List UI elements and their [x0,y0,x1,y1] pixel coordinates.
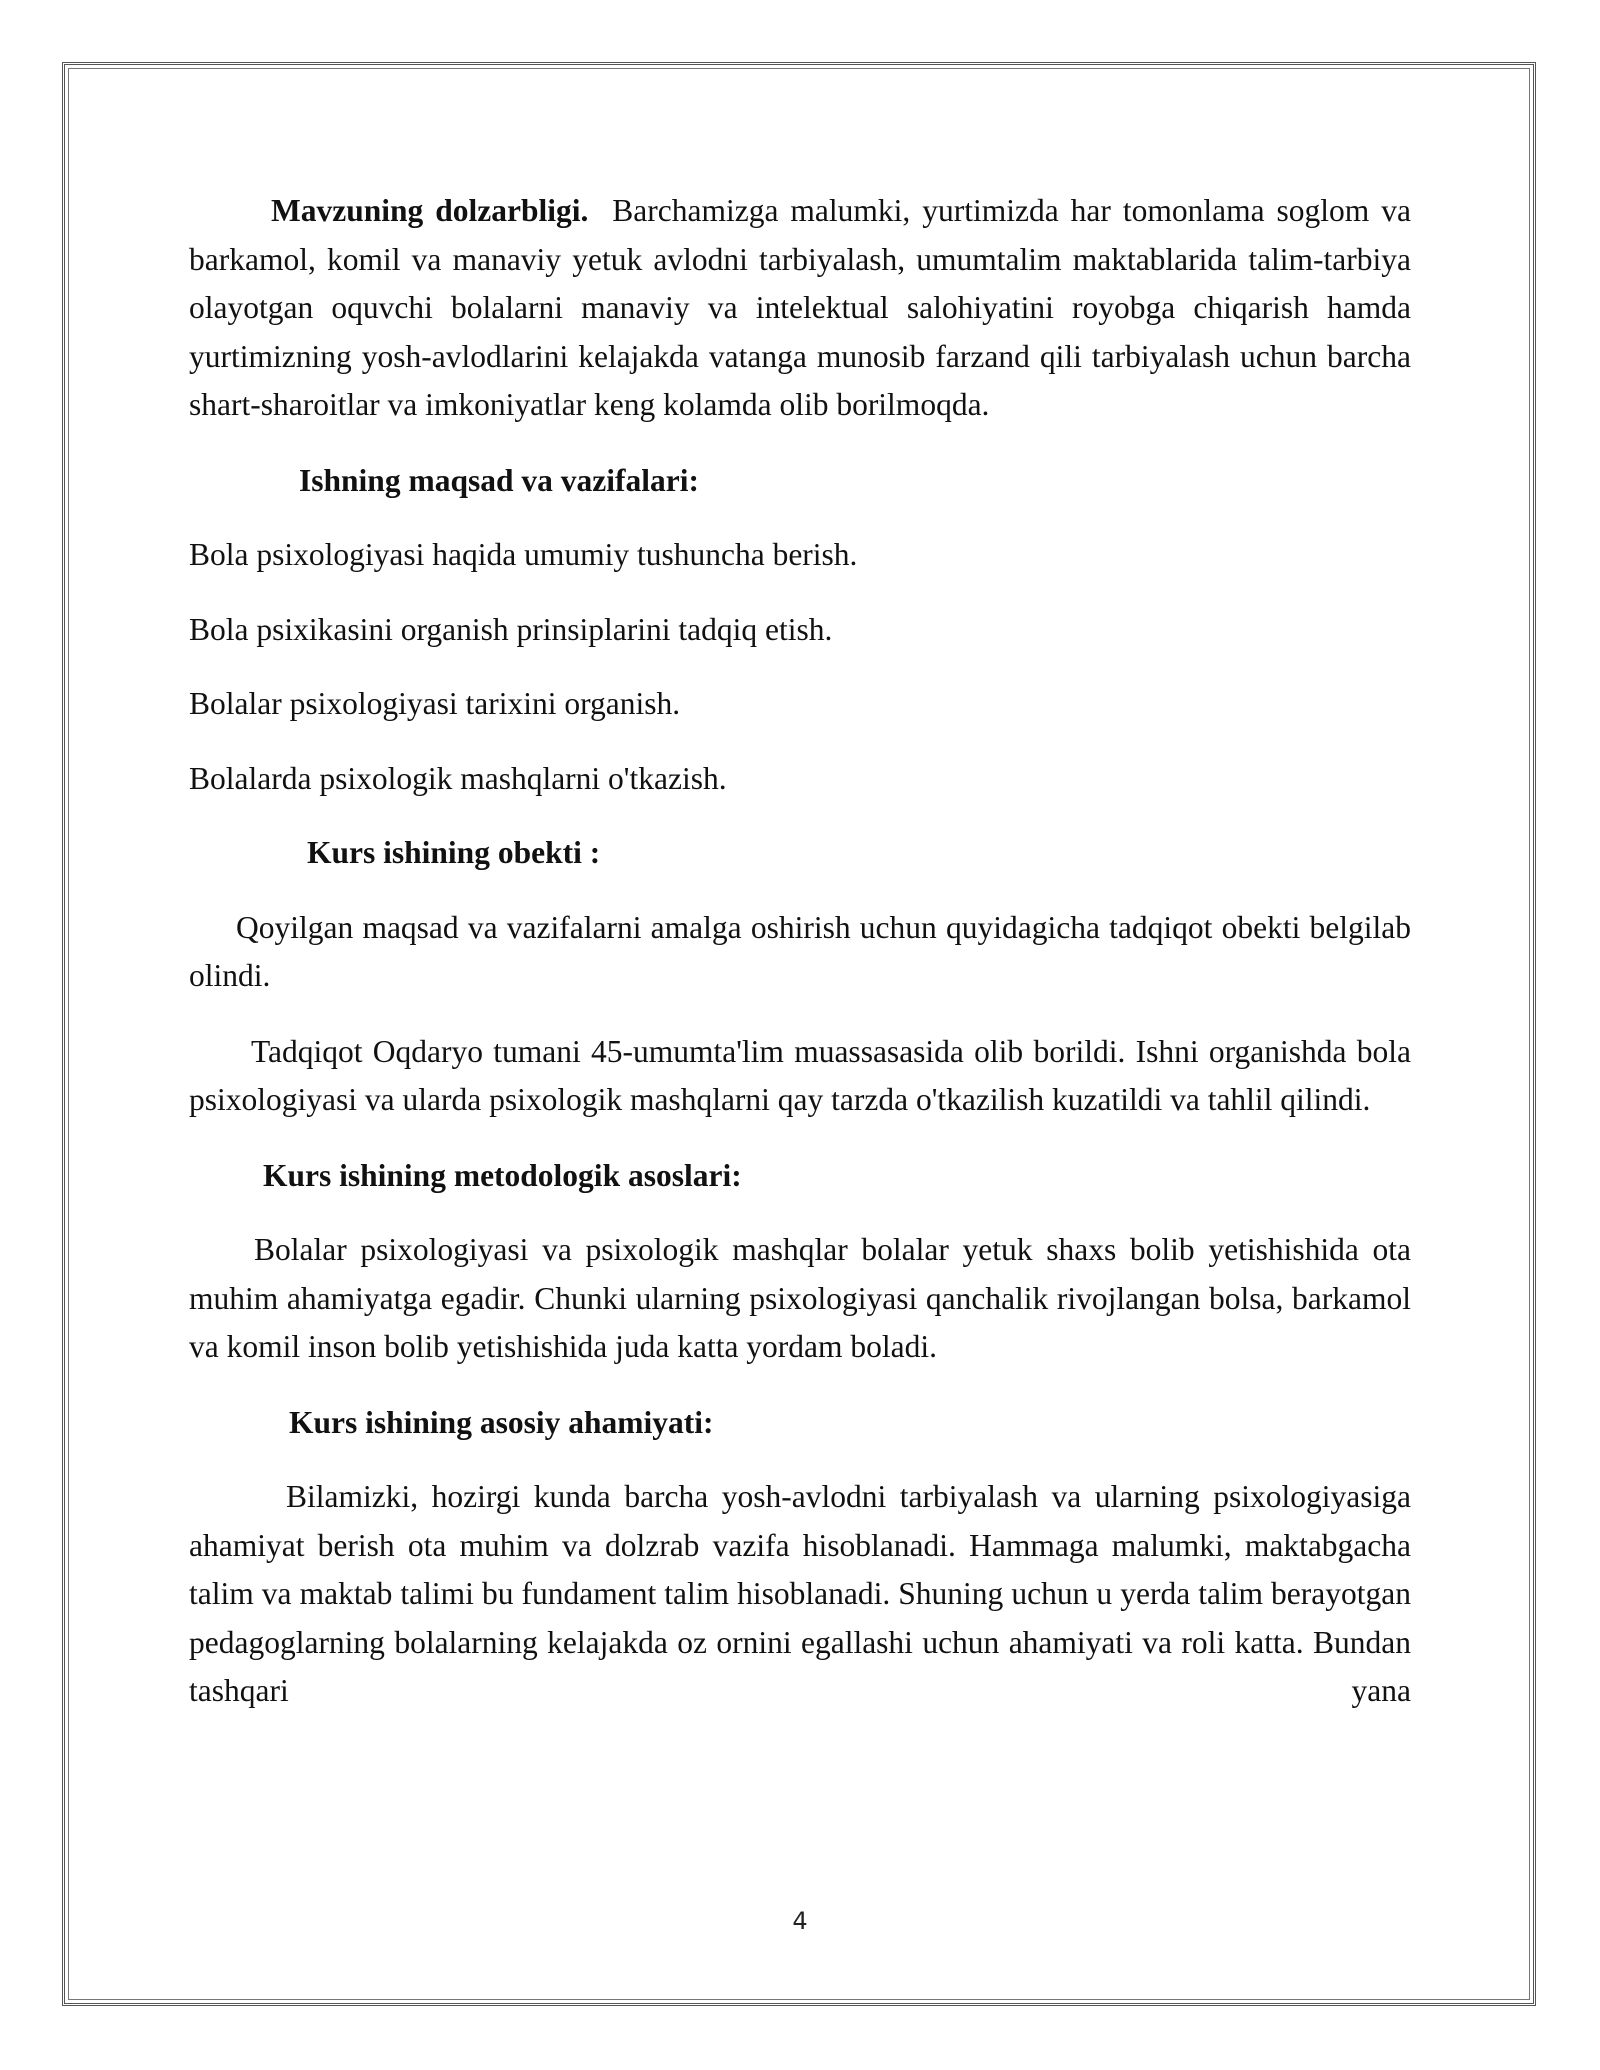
object-heading: Kurs ishining obekti : [307,835,601,870]
relevance-heading: Mavzuning dolzarbligi. [271,193,589,228]
goal-item-4: Bolalarda psixologik mashqlarni o'tkazish. [189,760,727,796]
goal-item-3: Bolalar psixologiyasi tarixini organish. [189,686,681,721]
page-number: 4 [792,1907,808,1935]
document-body [189,187,1419,1716]
relevance-text: Barchamizga malumki, yurtimizda har tomonlama soglom va barkamol, komil va manaviy yetuk avlodni tarbiyalash, umumtalim maktablarida talim-tarbiya olayotgan oquvchi bolalarni manaviy va intelektual salohiyatini royobga chiqarish hamda yurtimizning yosh-avlodlarini kelajakda vatanga munosib farzand qili tarbiyalash uchun barcha shart-sharoitlar va imkoniyatlar keng kolamda olib borilmoqda. [189,193,1419,422]
object-paragraph-1: Qoyilgan maqsad va vazifalarni amalga oshirish uchun quyidagicha tadqiqot obekti belgilab olindi. [189,909,1411,993]
goal-item-1: Bola psixologiyasi haqida umumiy tushuncha berish. [189,537,858,572]
methodology-heading: Kurs ishining metodologik asoslari: [263,1157,742,1193]
importance-heading: Kurs ishining asosiy ahamiyati: [289,1404,714,1440]
goal-item-2: Bola psixikasini organish prinsiplarini tadqiq etish. [189,611,833,647]
goals-heading: Ishning maqsad va vazifalari: [299,462,699,498]
methodology-paragraph: Bolalar psixologiyasi va psixologik mashqlar bolalar yetuk shaxs bolib yetishishida ota muhim ahamiyatga egadir. Chunki ularning psixologiyasi qanchalik rivojlangan bolsa, barkamol va komil inson bolib yetishishida juda katta yordam boladi. [189,1232,1411,1364]
importance-paragraph: Bilamizki, hozirgi kunda barcha yosh-avlodni tarbiyalash va ularning psixologiyasiga ahamiyat berish ota muhim va dolzrab vazifa hisoblanadi. Hammaga malumki, maktabgacha talim va maktab talimi bu fundament talim hisoblanadi. Shuning uchun u yerda talim berayotgan pedagoglarning bolalarning kelajakda oz ornini egallashi uchun ahamiyati va roli katta. Bundan tashqari yana [189,1479,1411,1708]
object-paragraph-2: Tadqiqot Oqdaryo tumani 45-umumta'lim muassasasida olib borildi. Ishni organishda bola psixologiyasi va ularda psixologik mashqlarni qay tarzda o'tkazilish kuzatildi va tahlil qilindi. [189,1033,1411,1117]
relevance-paragraph [189,187,1419,430]
